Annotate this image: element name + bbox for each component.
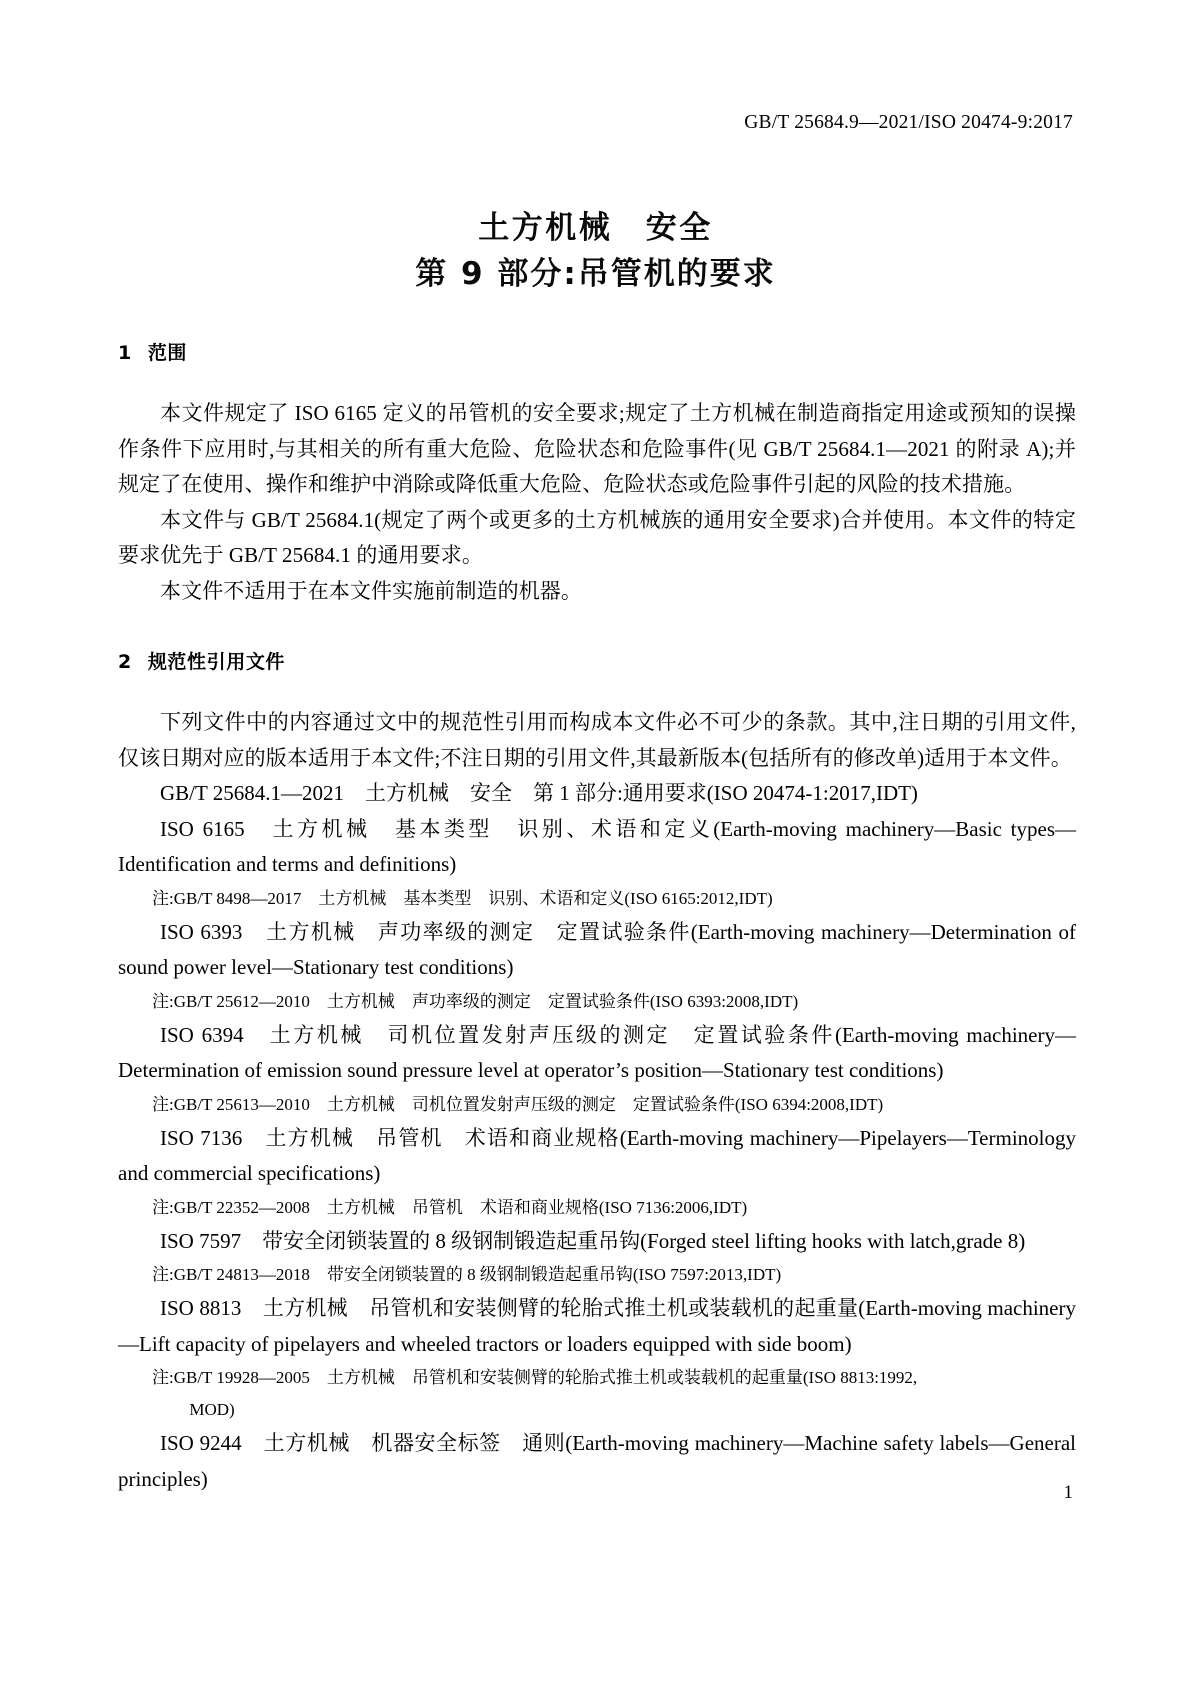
title-line-2: 第 9 部分:吊管机的要求 bbox=[415, 256, 776, 292]
reference-item: GB/T 25684.1—2021 土方机械 安全 第 1 部分:通用要求(ISO 20474-1:2017,IDT) bbox=[160, 781, 918, 805]
clause-1-title: 范围 bbox=[147, 342, 188, 364]
spacer bbox=[118, 366, 1076, 396]
reference-item: ISO 8813 土方机械 吊管机和安装侧臂的轮胎式推土机或装载机的起重量(Earth-moving machinery—Lift capacity of pipelayers and wheeled tractors or loaders equipped with side boom) bbox=[118, 1296, 1076, 1356]
document-body bbox=[118, 340, 1076, 1497]
reference-item: ISO 6165 土方机械 基本类型 识别、术语和定义(Earth-moving machinery—Basic types—Identification and terms and definitions) bbox=[118, 816, 1076, 876]
reference-note: 注:GB/T 8498—2017 土方机械 基本类型 识别、术语和定义(ISO 6165:2012,IDT) bbox=[152, 888, 773, 908]
spacer bbox=[118, 609, 1076, 649]
reference-note: 注:GB/T 24813—2018 带安全闭锁装置的 8 级钢制锻造起重吊钩(ISO 7597:2013,IDT) bbox=[152, 1265, 782, 1284]
spacer bbox=[118, 675, 1076, 705]
clause-2-number: 2 bbox=[118, 651, 132, 673]
reference-item: ISO 7597 带安全闭锁装置的 8 级钢制锻造起重吊钩(Forged steel lifting hooks with latch,grade 8) bbox=[160, 1228, 1026, 1253]
running-header: GB/T 25684.9—2021/ISO 20474-9:2017 bbox=[744, 112, 1073, 133]
clause-1-number: 1 bbox=[118, 342, 132, 364]
reference-note: 注:GB/T 22352—2008 土方机械 吊管机 术语和商业规格(ISO 7136:2006,IDT) bbox=[152, 1197, 748, 1217]
reference-note: 注:GB/T 19928—2005 土方机械 吊管机和安装侧臂的轮胎式推土机或装载机的起重量(ISO 8813:1992, bbox=[152, 1368, 918, 1387]
clause-2-paragraph-1: 下列文件中的内容通过文中的规范性引用而构成本文件必不可少的条款。其中,注日期的引用文件,仅该日期对应的版本适用于本文件;不注日期的引用文件,其最新版本(包括所有的修改单)适用于本文件。 bbox=[118, 710, 1076, 770]
clause-1-paragraph-3: 本文件不适用于在本文件实施前制造的机器。 bbox=[160, 578, 582, 603]
page-number: 1 bbox=[1063, 1482, 1073, 1503]
clause-2-title: 规范性引用文件 bbox=[147, 651, 286, 673]
reference-note-continued: MOD) bbox=[189, 1400, 235, 1419]
reference-note: 注:GB/T 25612—2010 土方机械 声功率级的测定 定置试验条件(ISO 6393:2008,IDT) bbox=[152, 991, 799, 1011]
clause-1-heading bbox=[118, 340, 1076, 366]
reference-item: ISO 7136 土方机械 吊管机 术语和商业规格(Earth-moving machinery—Pipelayers—Terminology and commercial specifications) bbox=[118, 1125, 1076, 1185]
reference-item: ISO 9244 土方机械 机器安全标签 通则(Earth-moving machinery—Machine safety labels—General principles) bbox=[118, 1431, 1076, 1491]
reference-note: 注:GB/T 25613—2010 土方机械 司机位置发射声压级的测定 定置试验条件(ISO 6394:2008,IDT) bbox=[152, 1094, 884, 1114]
clause-1-paragraph-2: 本文件与 GB/T 25684.1(规定了两个或更多的土方机械族的通用安全要求)合并使用。本文件的特定要求优先于 GB/T 25684.1 的通用要求。 bbox=[118, 507, 1076, 567]
title-line-1: 土方机械 安全 bbox=[478, 210, 713, 246]
clause-1-paragraph-1: 本文件规定了 ISO 6165 定义的吊管机的安全要求;规定了土方机械在制造商指定用途或预知的误操作条件下应用时,与其相关的所有重大危险、危险状态和危险事件(见 GB/T 25684.1—2021 的附录 A);并规定了在使用、操作和维护中消除或降低重大危险、危险状态或危险事件引起的风险的技术措施。 bbox=[118, 401, 1076, 496]
clause-2-heading bbox=[118, 649, 1076, 675]
reference-item: ISO 6394 土方机械 司机位置发射声压级的测定 定置试验条件(Earth-moving machinery—Determination of emission sound pressure level at operator’s position—Stationary test conditions) bbox=[118, 1022, 1076, 1082]
reference-item: ISO 6393 土方机械 声功率级的测定 定置试验条件(Earth-moving machinery—Determination of sound power level—Stationary test conditions) bbox=[118, 919, 1076, 979]
document-title bbox=[0, 205, 1191, 297]
